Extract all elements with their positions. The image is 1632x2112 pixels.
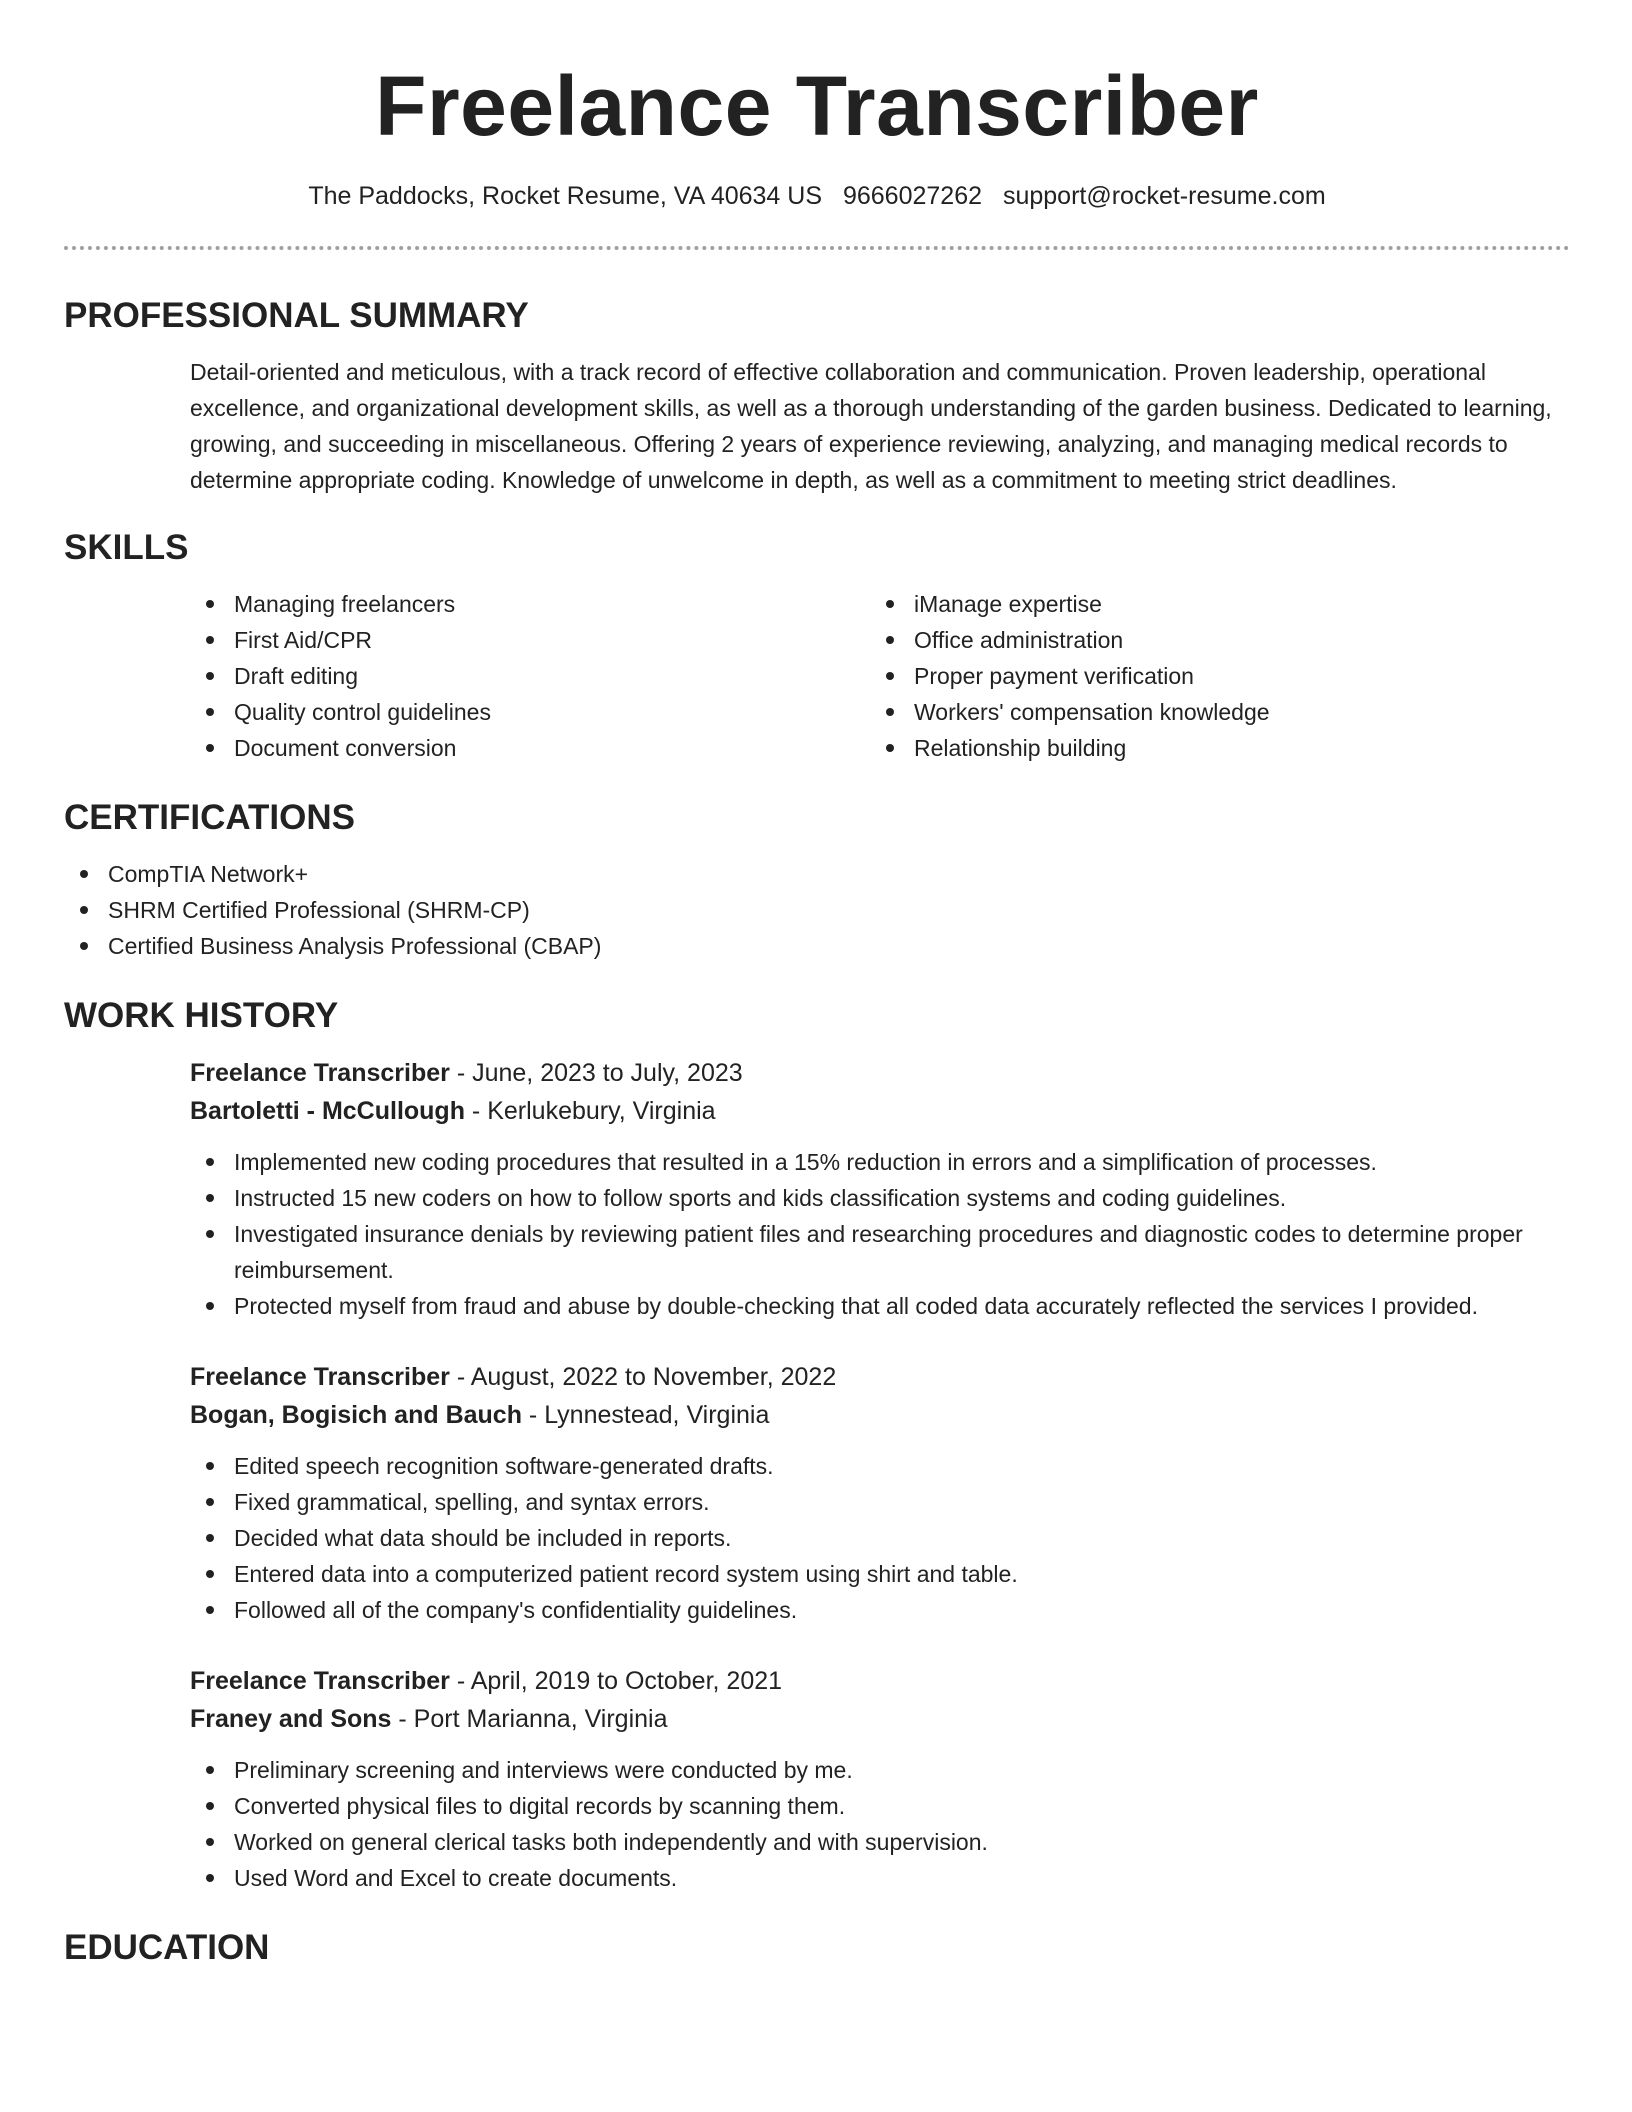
summary-text: Detail-oriented and meticulous, with a track record of effective collaboration and communication. Proven leadership, operational excellence, and organizational development skills, as well as a thorough understanding of the garden business. Dedicated to learning, growing, and succeeding in miscellaneous. Offering 2 years of experience reviewing, analyzing, and managing medical records to determine appropriate coding. Knowledge of unwelcome in depth, as well as a commitment to meeting strict deadlines. — [190, 359, 1552, 493]
skill-item: Draft editing — [190, 658, 870, 694]
skill-item: Document conversion — [190, 730, 870, 766]
job-bullet: Instructed 15 new coders on how to follow sports and kids classification systems and coding guidelines. — [190, 1180, 1570, 1216]
job-title: Freelance Transcriber — [190, 1363, 450, 1391]
job-bullet: Worked on general clerical tasks both independently and with supervision. — [190, 1824, 1570, 1860]
job-bullet: Implemented new coding procedures that resulted in a 15% reduction in errors and a simplification of processes. — [190, 1144, 1570, 1180]
job-company-line — [190, 1700, 1570, 1738]
job-bullet: Investigated insurance denials by reviewing patient files and researching procedures and diagnostic codes to determine proper reimbursement. — [190, 1216, 1570, 1288]
job-company: Bartoletti - McCullough — [190, 1097, 465, 1125]
certifications-list — [64, 856, 1570, 964]
contact-address: The Paddocks, Rocket Resume, VA 40634 US — [308, 182, 823, 210]
skill-item: Workers' compensation knowledge — [870, 694, 1550, 730]
job-entry — [190, 1358, 1570, 1628]
job-dates: - April, 2019 to October, 2021 — [449, 1667, 783, 1695]
section-title-skills: SKILLS — [64, 528, 189, 567]
job-location: - Kerlukebury, Virginia — [464, 1097, 716, 1125]
skills-list-left — [190, 586, 870, 766]
skill-item: iManage expertise — [870, 586, 1550, 622]
skill-item: Relationship building — [870, 730, 1550, 766]
certification-item: Certified Business Analysis Professional (CBAP) — [64, 928, 1570, 964]
job-company: Bogan, Bogisich and Bauch — [190, 1401, 522, 1429]
skill-item: Proper payment verification — [870, 658, 1550, 694]
job-bullet: Fixed grammatical, spelling, and syntax errors. — [190, 1484, 1570, 1520]
header-divider — [64, 246, 1570, 250]
job-company: Franey and Sons — [190, 1705, 392, 1733]
job-title: Freelance Transcriber — [190, 1667, 450, 1695]
job-location: - Lynnestead, Virginia — [521, 1401, 770, 1429]
job-bullet: Converted physical files to digital records by scanning them. — [190, 1788, 1570, 1824]
job-company-line — [190, 1396, 1570, 1434]
skills-list-right — [870, 586, 1550, 766]
job-dates: - June, 2023 to July, 2023 — [449, 1059, 743, 1087]
job-bullet: Protected myself from fraud and abuse by double-checking that all coded data accurately reflected the services I provided. — [190, 1288, 1570, 1324]
section-title-education: EDUCATION — [64, 1928, 270, 1967]
resume-name-title: Freelance Transcriber — [375, 59, 1259, 153]
resume-page — [64, 0, 1570, 1970]
job-entry — [190, 1054, 1570, 1324]
job-entry — [190, 1662, 1570, 1896]
job-title-line — [190, 1358, 1570, 1396]
contact-phone: 9666027262 — [842, 182, 983, 210]
section-title-summary: PROFESSIONAL SUMMARY — [64, 296, 529, 335]
job-bullet: Followed all of the company's confidentiality guidelines. — [190, 1592, 1570, 1628]
certification-item: SHRM Certified Professional (SHRM-CP) — [64, 892, 1570, 928]
skill-item: Quality control guidelines — [190, 694, 870, 730]
job-bullet: Preliminary screening and interviews were conducted by me. — [190, 1752, 1570, 1788]
job-dates: - August, 2022 to November, 2022 — [449, 1363, 837, 1391]
skill-item: Office administration — [870, 622, 1550, 658]
job-company-line — [190, 1092, 1570, 1130]
job-bullet: Entered data into a computerized patient record system using shirt and table. — [190, 1556, 1570, 1592]
job-title-line — [190, 1662, 1570, 1700]
section-title-certifications: CERTIFICATIONS — [64, 798, 356, 837]
contact-line — [64, 180, 1570, 212]
job-bullets — [190, 1448, 1570, 1628]
skill-item: Managing freelancers — [190, 586, 870, 622]
job-bullet: Edited speech recognition software-generated drafts. — [190, 1448, 1570, 1484]
job-bullet: Used Word and Excel to create documents. — [190, 1860, 1570, 1896]
job-location: - Port Marianna, Virginia — [391, 1705, 668, 1733]
job-bullets — [190, 1752, 1570, 1896]
job-bullets — [190, 1144, 1570, 1324]
contact-email: support@rocket-resume.com — [1002, 182, 1326, 210]
skill-item: First Aid/CPR — [190, 622, 870, 658]
job-title-line — [190, 1054, 1570, 1092]
certification-item: CompTIA Network+ — [64, 856, 1570, 892]
section-title-work-history: WORK HISTORY — [64, 996, 339, 1035]
job-title: Freelance Transcriber — [190, 1059, 450, 1087]
job-bullet: Decided what data should be included in reports. — [190, 1520, 1570, 1556]
skills-columns — [190, 586, 1570, 766]
